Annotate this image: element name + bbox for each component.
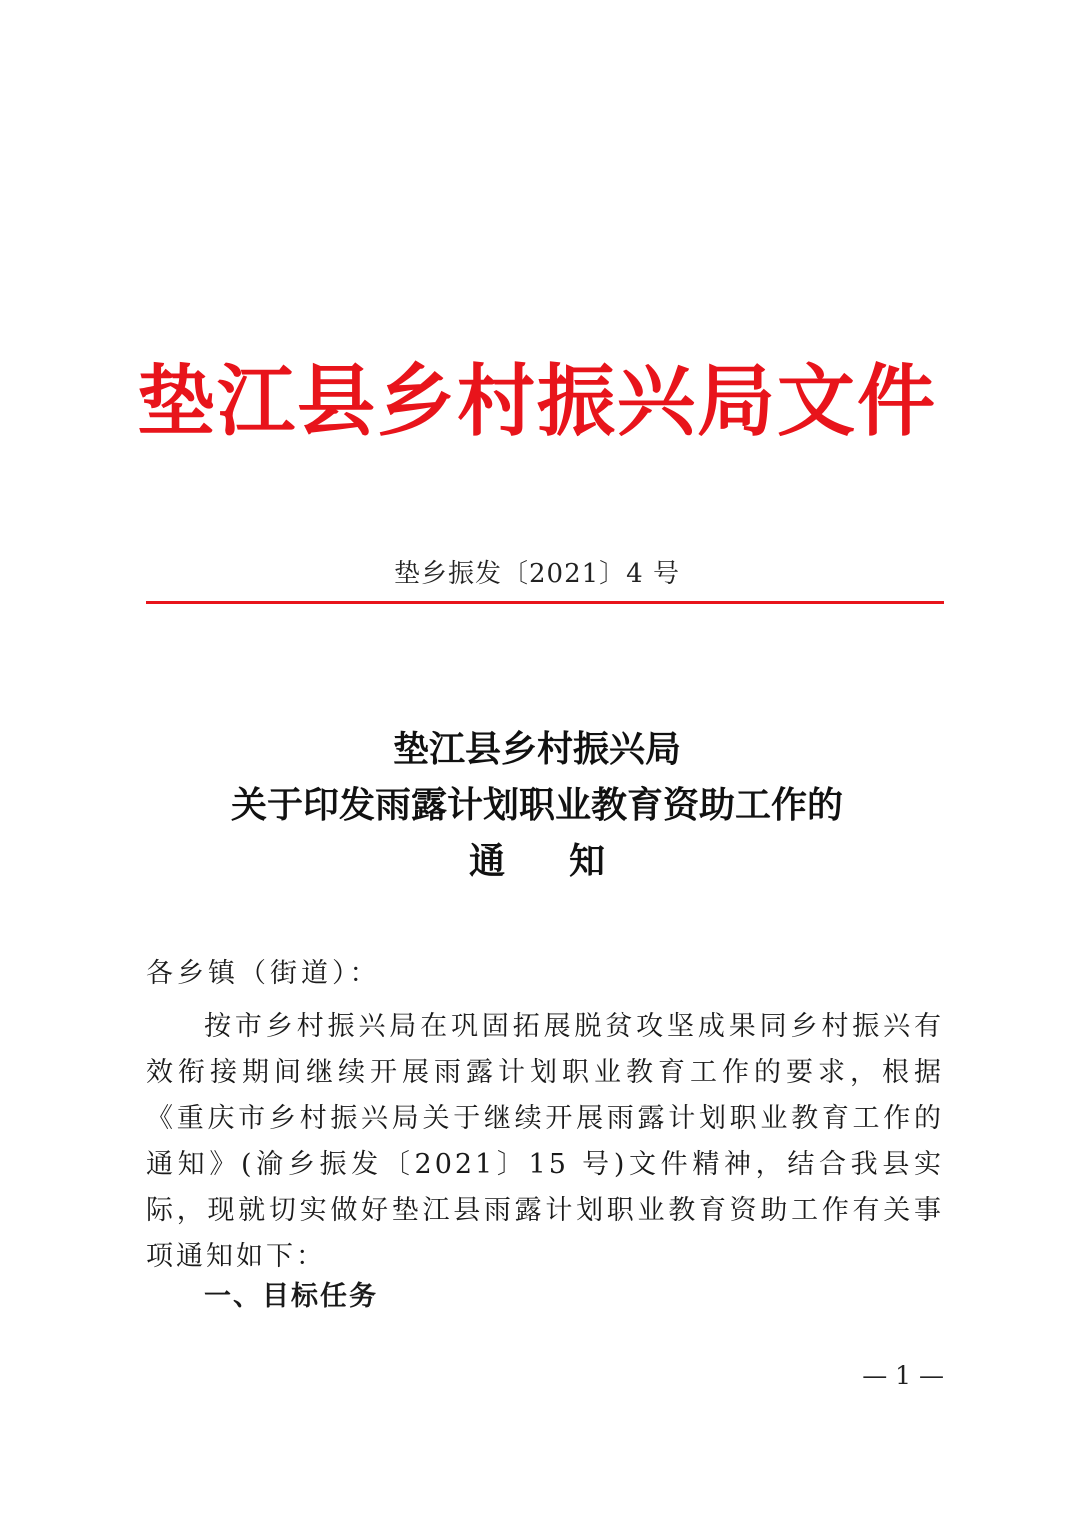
title-line-subject: 关于印发雨露计划职业教育资助工作的 xyxy=(230,785,843,826)
red-divider-line xyxy=(146,601,944,604)
section-heading: 一、目标任务 xyxy=(204,1281,378,1312)
document-number: 垫乡振发〔2021〕4 号 xyxy=(394,559,680,589)
body-paragraph: 按市乡村振兴局在巩固拓展脱贫攻坚成果同乡村振兴有效衔接期间继续开展雨露计划职业教育工作的要求，根据《重庆市乡村振兴局关于继续开展雨露计划职业教育工作的通知》(渝乡振发〔2021〕15 号)文件精神，结合我县实际，现就切实做好垫江县雨露计划职业教育资助工作有关事项通知如下： xyxy=(146,1011,944,1272)
masthead-title: 垫江县乡村振兴局文件 xyxy=(136,356,937,447)
title-line-issuer: 垫江县乡村振兴局 xyxy=(392,729,681,770)
page-number: — 1 — xyxy=(862,1361,944,1390)
salutation: 各乡镇（街道）： xyxy=(146,958,381,989)
title-line-notice: 通知 xyxy=(468,841,669,882)
document-title xyxy=(0,722,1074,890)
